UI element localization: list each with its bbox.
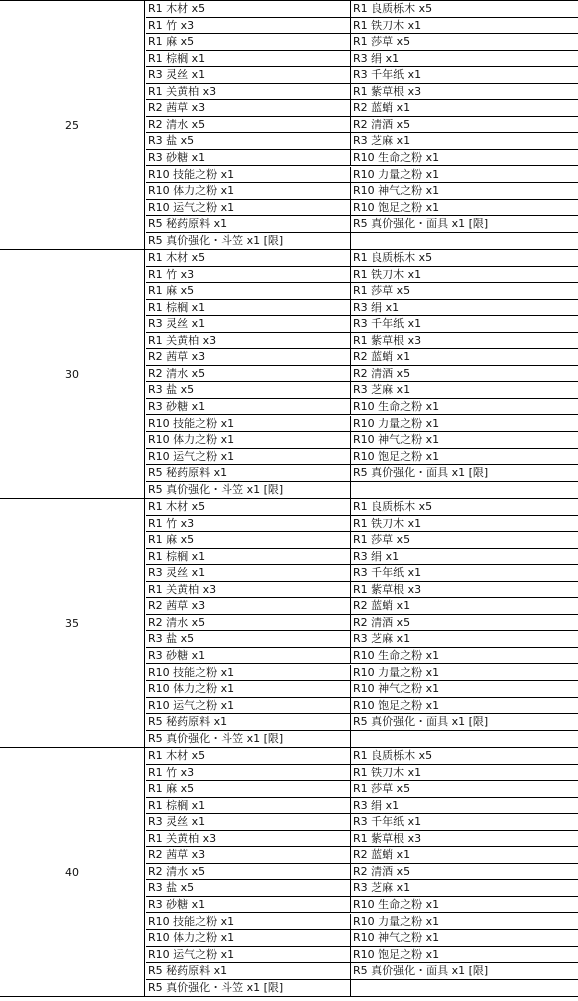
material-cell-left: R3 盐 x5 [146,880,351,896]
table-row [146,930,578,947]
material-cell-right [351,482,578,499]
table-row [146,549,578,566]
material-cell-left: R10 运气之粉 x1 [146,200,351,216]
material-cell-right: R3 千年纸 x1 [353,317,422,331]
material-cell-left: R3 砂糖 x1 [146,648,351,664]
material-cell-left: R1 棕榈 x1 [146,549,351,565]
material-cell-left: R1 木材 x5 [146,748,351,764]
table-row [146,416,578,433]
material-cell-right: R1 铁刀木 x1 [353,516,422,530]
material-cell-right: R10 力量之粉 x1 [353,416,440,430]
material-cell-left: R1 竹 x3 [146,765,351,781]
material-cell-right: R1 良质栎木 x5 [353,500,433,513]
table-row [146,648,578,665]
table-row [146,399,578,416]
material-cell-left: R3 灵丝 x1 [146,565,351,581]
material-cell-right: R10 力量之粉 x1 [353,167,440,181]
material-cell-right: R1 铁刀木 x1 [353,267,422,281]
material-cell-left: R3 灵丝 x1 [146,814,351,830]
table-row [146,516,578,533]
table-row [146,880,578,897]
table-row [146,366,578,383]
table-row [146,449,578,466]
material-cell-right: R10 生命之粉 x1 [353,399,440,413]
material-cell-right: R1 紫草根 x3 [353,84,422,98]
table-row [146,333,578,350]
material-cell-left: R1 棕榈 x1 [146,51,351,67]
material-cell-left: R2 茜草 x3 [146,349,351,365]
material-cell-right: R3 芝麻 x1 [353,383,411,397]
material-cell-right [351,233,578,250]
table-row [146,316,578,333]
material-cell-right: R10 生命之粉 x1 [353,897,440,911]
table-row [146,947,578,964]
level-group [0,499,578,748]
material-cell-right: R10 力量之粉 x1 [353,665,440,679]
material-cell-right: R1 紫草根 x3 [353,831,422,845]
material-cell-right: R1 莎草 x5 [353,533,411,547]
material-cell-right: R5 真价强化・面具 x1 [限] [353,466,489,480]
material-cell-left: R2 清水 x5 [146,366,351,382]
material-cell-right: R10 饱足之粉 x1 [353,698,440,712]
material-cell-left: R1 竹 x3 [146,267,351,283]
material-cell-left: R3 砂糖 x1 [146,399,351,415]
material-cell-right [351,731,578,748]
material-cell-left: R3 砂糖 x1 [146,897,351,913]
table-row [146,665,578,682]
table-row [146,300,578,317]
table-row [146,283,578,300]
table-row [146,781,578,798]
material-cell-right: R10 神气之粉 x1 [353,931,440,945]
material-cell-left: R1 棕榈 x1 [146,798,351,814]
material-cell-right: R3 千年纸 x1 [353,68,422,82]
material-cell-left: R10 技能之粉 x1 [146,665,351,681]
material-cell-left: R1 竹 x3 [146,18,351,34]
material-cell-right: R3 绢 x1 [353,51,400,65]
table-row [146,133,578,150]
material-cell-right: R3 芝麻 x1 [353,134,411,148]
material-cell-right: R1 铁刀木 x1 [353,18,422,32]
table-row [146,714,578,731]
table-row [146,731,578,748]
material-cell-right: R2 蓝蛸 x1 [353,350,411,364]
material-cell-left: R2 茜草 x3 [146,847,351,863]
material-cell-left: R3 灵丝 x1 [146,67,351,83]
table-row [146,84,578,101]
table-row [146,748,578,765]
table-row [146,432,578,449]
table-row [146,267,578,284]
material-cell-left: R5 秘药原料 x1 [146,465,351,481]
level-cell: 25 [0,1,145,249]
material-cell-left: R10 运气之粉 x1 [146,449,351,465]
table-row [146,250,578,267]
material-cell-left: R10 技能之粉 x1 [146,416,351,432]
material-cell-left: R1 麻 x5 [146,283,351,299]
table-row [146,681,578,698]
material-cell-left: R5 真价强化・斗笠 x1 [限] [146,482,351,499]
table-row [146,598,578,615]
table-row [146,382,578,399]
table-row [146,914,578,931]
table-row [146,980,578,997]
material-cell-left: R3 盐 x5 [146,631,351,647]
table-row [146,34,578,51]
table-row [146,150,578,167]
material-cell-left: R10 体力之粉 x1 [146,681,351,697]
material-cell-right: R3 千年纸 x1 [353,566,422,580]
table-row [146,814,578,831]
table-row [146,582,578,599]
table-row [146,765,578,782]
material-cell-left: R3 盐 x5 [146,133,351,149]
material-cell-left: R1 麻 x5 [146,781,351,797]
material-cell-left: R1 麻 x5 [146,34,351,50]
material-cell-right: R10 生命之粉 x1 [353,150,440,164]
material-cell-right: R2 清酒 x5 [353,366,411,380]
material-cell-right: R1 紫草根 x3 [353,582,422,596]
material-cell-right: R1 莎草 x5 [353,782,411,796]
material-cell-right: R3 绢 x1 [353,798,400,812]
material-cell-left: R2 茜草 x3 [146,598,351,614]
material-cell-right: R10 饱足之粉 x1 [353,947,440,961]
material-cell-left: R1 木材 x5 [146,250,351,266]
material-cell-right: R5 真价强化・面具 x1 [限] [353,964,489,978]
table-row [146,864,578,881]
material-cell-right: R10 神气之粉 x1 [353,184,440,198]
material-cell-left: R5 秘药原料 x1 [146,714,351,730]
material-cell-right: R2 蓝蛸 x1 [353,101,411,115]
material-cell-right: R10 饱足之粉 x1 [353,200,440,214]
material-cell-right: R3 芝麻 x1 [353,881,411,895]
table-row [146,167,578,184]
table-row [146,51,578,68]
table-row [146,532,578,549]
table-row [146,216,578,233]
material-cell-left: R10 体力之粉 x1 [146,432,351,448]
material-cell-left: R1 木材 x5 [146,499,351,515]
material-cell-right: R5 真价强化・面具 x1 [限] [353,715,489,729]
material-cell-right: R2 蓝蛸 x1 [353,848,411,862]
material-cell-left: R1 关黄柏 x3 [146,582,351,598]
material-cell-right: R2 清酒 x5 [353,615,411,629]
material-cell-left: R1 麻 x5 [146,532,351,548]
material-cell-right: R1 莎草 x5 [353,35,411,49]
material-cell-right: R10 力量之粉 x1 [353,914,440,928]
level-groups [0,1,578,997]
material-cell-right: R1 紫草根 x3 [353,333,422,347]
table-row [146,18,578,35]
material-cell-left: R2 清水 x5 [146,864,351,880]
table-row [146,183,578,200]
table-row [146,200,578,217]
table-row [146,565,578,582]
material-cell-right: R3 千年纸 x1 [353,815,422,829]
material-cell-left: R5 真价强化・斗笠 x1 [限] [146,731,351,748]
table-row [146,482,578,499]
material-cell-right: R10 神气之粉 x1 [353,433,440,447]
material-cell-left: R2 茜草 x3 [146,100,351,116]
material-cell-left: R5 秘药原料 x1 [146,216,351,232]
level-group [0,1,578,250]
material-cell-right [351,980,578,997]
material-cell-left: R10 运气之粉 x1 [146,947,351,963]
material-cell-left: R10 运气之粉 x1 [146,698,351,714]
table-row [146,831,578,848]
material-cell-right: R1 良质栎木 x5 [353,749,433,762]
table-row [146,847,578,864]
level-cell: 35 [0,499,145,747]
level-cell: 30 [0,250,145,498]
material-cell-right: R3 绢 x1 [353,300,400,314]
table-row [146,1,578,18]
material-cell-left: R10 技能之粉 x1 [146,167,351,183]
table-row [146,963,578,980]
table-row [146,499,578,516]
material-cell-right: R5 真价强化・面具 x1 [限] [353,217,489,231]
level-group [0,748,578,997]
material-cell-left: R5 真价强化・斗笠 x1 [限] [146,233,351,250]
table-row [146,233,578,250]
level-group [0,250,578,499]
material-cell-right: R1 良质栎木 x5 [353,251,433,264]
table-row [146,897,578,914]
material-cell-left: R2 清水 x5 [146,117,351,133]
material-cell-left: R5 秘药原料 x1 [146,963,351,979]
material-cell-right: R1 铁刀木 x1 [353,765,422,779]
material-cell-left: R5 真价强化・斗笠 x1 [限] [146,980,351,997]
material-cell-left: R3 砂糖 x1 [146,150,351,166]
table-row [146,698,578,715]
material-cell-left: R2 清水 x5 [146,615,351,631]
table-row [146,798,578,815]
table-row [146,615,578,632]
material-cell-left: R1 棕榈 x1 [146,300,351,316]
material-cell-left: R3 灵丝 x1 [146,316,351,332]
table-row [146,465,578,482]
material-cell-right: R1 莎草 x5 [353,284,411,298]
material-cell-right: R2 蓝蛸 x1 [353,599,411,613]
level-cell: 40 [0,748,145,996]
material-cell-right: R10 饱足之粉 x1 [353,449,440,463]
material-cell-left: R1 关黄柏 x3 [146,84,351,100]
material-cell-right: R10 生命之粉 x1 [353,648,440,662]
material-cell-left: R1 关黄柏 x3 [146,831,351,847]
table-row [146,67,578,84]
table-row [146,117,578,134]
material-cell-right: R3 绢 x1 [353,549,400,563]
material-cell-right: R2 清酒 x5 [353,864,411,878]
material-cell-right: R2 清酒 x5 [353,117,411,131]
material-cell-right: R10 神气之粉 x1 [353,682,440,696]
material-cell-left: R1 木材 x5 [146,1,351,17]
material-cell-left: R10 技能之粉 x1 [146,914,351,930]
material-cell-left: R10 体力之粉 x1 [146,930,351,946]
table-row [146,631,578,648]
material-cell-right: R3 芝麻 x1 [353,632,411,646]
material-cell-left: R1 竹 x3 [146,516,351,532]
material-cell-left: R1 关黄柏 x3 [146,333,351,349]
material-cell-left: R10 体力之粉 x1 [146,183,351,199]
material-cell-left: R3 盐 x5 [146,382,351,398]
table-row [146,349,578,366]
material-cell-right: R1 良质栎木 x5 [353,2,433,15]
table-row [146,100,578,117]
